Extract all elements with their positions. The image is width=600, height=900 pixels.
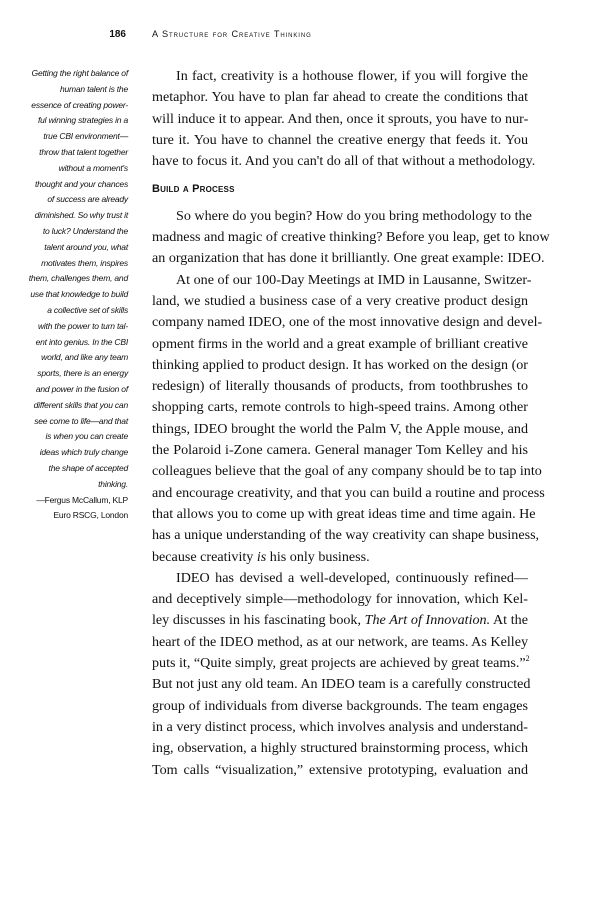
body-line: that allows you to come up with great ideas time and time again. He (152, 505, 536, 522)
quote-line: thinking. (98, 478, 128, 489)
body-line: madness and magic of creative thinking? Before you leap, get to know (152, 229, 550, 246)
quote-line: sports, there is an energy (37, 368, 128, 379)
quote-line: ful winning strategies in a (37, 115, 128, 126)
quote-line: talent around you, what (44, 241, 128, 252)
body-line: Tom calls “visualization,” extensive prototyping, evaluation and (152, 761, 528, 778)
footnote-marker[interactable]: 2 (525, 654, 530, 664)
body-line: opment firms in the world and a great example of brilliant creative (152, 335, 528, 352)
body-line: have to focus it. And you can't do all of that without a methodology. (152, 153, 536, 170)
body-line: will induce it to appear. And then, once it sprouts, you have to nur- (152, 110, 529, 127)
book-title: The Art of Innovation. (364, 612, 491, 629)
body-line: In fact, creativity is a hothouse flower, if you will forgive the (176, 68, 528, 84)
body-line: an organization that has done it brilliantly. One great example: IDEO. (152, 250, 545, 267)
body-line: company named IDEO, one of the most innovative design and devel- (152, 314, 543, 331)
quote-line: different skills that you can (33, 399, 128, 410)
quote-line: ent into genius. In the CBI (35, 336, 128, 347)
body-line: At one of our 100-Day Meetings at IMD in Lausanne, Switzer- (176, 271, 532, 288)
quote-line: Getting the right balance of (31, 68, 128, 78)
text-run: ley discusses in his fascinating book, (152, 612, 365, 629)
text-run: his only business. (266, 548, 370, 565)
body-line: group of individuals from diverse backgrounds. The team engages (152, 697, 528, 714)
body-text (152, 66, 550, 781)
quote-line: is when you can create (45, 431, 128, 442)
body-line: has a unique understanding of the way creativity can shape business, (152, 527, 540, 544)
quote-line: ideas which truly change (39, 447, 128, 458)
quote-line: motivates them, inspires (41, 257, 128, 268)
body-line: shopping carts, remote controls to high-speed trains. Among other (152, 399, 528, 416)
quote-line: use that knowledge to build (30, 289, 128, 300)
body-line: But not just any old team. An IDEO team is a carefully constructed (152, 676, 531, 693)
section-heading: Build a Process (152, 183, 235, 196)
quote-line: without a moment's (58, 162, 128, 173)
quote-line: see come to life—and that (34, 415, 128, 426)
quote-line: true CBI environment— (43, 131, 128, 142)
body-line: things, IDEO brought the world the Palm V, the Apple mouse, and (152, 420, 528, 437)
sidebar-quote (14, 66, 128, 524)
quote-line: and power in the fusion of (35, 383, 128, 394)
body-line: thinking applied to product design. It has worked on the design (or (152, 356, 528, 373)
body-line: ing, observation, a highly structured brainstorming process, which (152, 740, 528, 757)
quote-line: diminished. So why trust it (34, 210, 128, 221)
quote-line: of success are already (47, 194, 128, 205)
body-line (152, 653, 528, 674)
body-line: the Polaroid i-Zone camera. General manager Tom Kelley and his (152, 442, 528, 459)
running-head (0, 29, 600, 43)
body-line: in a very distinct process, which involves analysis and understand- (152, 718, 528, 735)
body-line (152, 547, 528, 568)
quote-line: thought and your chances (34, 178, 128, 189)
body-line: IDEO has devised a well-developed, continuously refined— (176, 569, 528, 586)
quote-line: with the power to turn tal- (37, 320, 128, 331)
quote-line: them, challenges them, and (28, 273, 128, 284)
text-run: puts it, “Quite simply, great projects are achieved by great teams.” (152, 655, 526, 672)
quote-line: the shape of accepted (48, 462, 128, 473)
body-line: land, we studied a business case of a very creative product design (152, 292, 528, 309)
page-number: 186 (109, 29, 126, 40)
body-line: heart of the IDEO method, as at our network, are teams. As Kelley (152, 633, 528, 650)
body-line: So where do you begin? How do you bring methodology to the (176, 207, 532, 224)
quote-attribution-name: —Fergus McCallum, KLP (36, 494, 128, 505)
quote-line: human talent is the (59, 83, 128, 94)
text-run: At the (490, 612, 528, 629)
quote-line: essence of creating power- (31, 99, 128, 110)
quote-line: to luck? Understand the (42, 225, 128, 236)
quote-line: a collective set of skills (47, 304, 128, 315)
text-run: because creativity (152, 548, 257, 565)
emphasis: is (256, 548, 267, 565)
quote-attribution-company: Euro RSCG, London (53, 510, 128, 521)
body-line: redesign) of literally thousands of products, from toothbrushes to (152, 378, 528, 395)
body-line (152, 610, 528, 631)
body-line: ture it. You have to channel the creative energy that feeds it. You (152, 131, 528, 148)
quote-line: throw that talent together (39, 146, 128, 157)
body-line: metaphor. You have to plan far ahead to create the conditions that (152, 89, 528, 106)
quote-line: world, and like any team (41, 352, 128, 363)
body-line: and encourage creativity, and that you can build a routine and process (152, 484, 545, 501)
running-title: A Structure for Creative Thinking (152, 29, 312, 39)
body-line: colleagues believe that the goal of any company should be to tap into (152, 463, 542, 480)
body-line: and deceptively simple—methodology for innovation, which Kel- (152, 591, 528, 608)
